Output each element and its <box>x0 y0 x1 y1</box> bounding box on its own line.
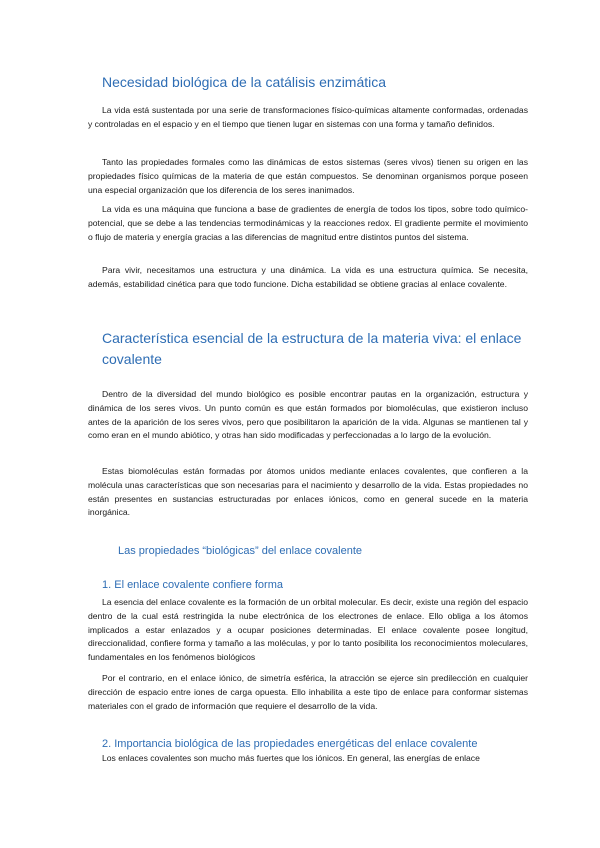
paragraph: Dentro de la diversidad del mundo biológico es posible encontrar pautas en la organización, estructura y dinámica de los seres vivos. Un punto común es que están formados por biomoléculas, que existieron incluso antes de la aparición de los seres vivos, pero que posibilitaron la aparición de la vida. Algunas se mantienen tal y como eran en el mundo abiótico, y otras han sido modificadas y perfeccionadas a lo largo de la evolución. <box>88 389 528 441</box>
heading-confiere-forma: 1. El enlace covalente confiere forma <box>102 579 283 591</box>
heading-propiedades-energeticas: 2. Importancia biológica de las propiedades energéticas del enlace covalente <box>102 738 478 750</box>
paragraph: Para vivir, necesitamos una estructura y una dinámica. La vida es una estructura química. Se necesita, además, estabilidad cinética para que todo funcione. Dicha estabilidad se obtiene gracias al enlace covalente. <box>88 265 528 289</box>
paragraph: La vida está sustentada por una serie de transformaciones físico-químicas altamente conformadas, ordenadas y controladas en el espacio y en el tiempo que tienen lugar en sistemas con una forma y tamaño definidos. <box>88 105 528 129</box>
paragraph: Tanto las propiedades formales como las dinámicas de estos sistemas (seres vivos) tienen su origen en las propiedades físico químicas de la materia de que están compuestos. Se denominan organismos porque poseen una especial organización que los diferencia de los seres inanimados. <box>88 157 528 195</box>
paragraph: Estas biomoléculas están formadas por átomos unidos mediante enlaces covalentes, que confieren a la molécula unas características que son necesarias para el nacimiento y desarrollo de la vida. Estas propiedades no están presentes en sustancias estructuradas por enlaces iónicos, como en general sucede en la materia inorgánica. <box>88 466 528 518</box>
paragraph: Los enlaces covalentes son mucho más fuertes que los iónicos. En general, las energías de enlace <box>102 753 480 763</box>
paragraph: La esencia del enlace covalente es la formación de un orbital molecular. Es decir, existe una región del espacio dentro de la cual está restringida la nube electrónica de los electrones de enlace. Ello obliga a los átomos implicados a estar enlazados y a ocupar posiciones determinadas. El enlace covalente posee longitud, direccionalidad, confiere forma y tamaño a las moléculas, y por lo tanto posibilita los reconocimientos moleculares, fundamentales en los fenómenos biológicos <box>88 597 528 663</box>
heading-propiedades-biologicas: Las propiedades “biológicas” del enlace covalente <box>118 545 362 557</box>
paragraph: Por el contrario, en el enlace iónico, de simetría esférica, la atracción se ejerce sin predilección en cualquier dirección de espacio entre iones de carga opuesta. Ello inhabilita a este tipo de enlace para conformar sistemas materiales con el grado de información que requiere el desarrollo de la vida. <box>88 673 528 711</box>
heading-estructura-materia-viva: Característica esencial de la estructura de la materia viva: el enlace covalente <box>102 330 522 367</box>
paragraph: La vida es una máquina que funciona a base de gradientes de energía de todos los tipos, sobre todo químico-potencial, que se debe a las tendencias termodinámicas y la reacciones redox. El gradiente permite el movimiento o flujo de materia y energía gracias a las diferencias de magnitud entre distintos puntos del sistema. <box>88 204 528 242</box>
heading-catalisis: Necesidad biológica de la catálisis enzimática <box>102 74 387 90</box>
